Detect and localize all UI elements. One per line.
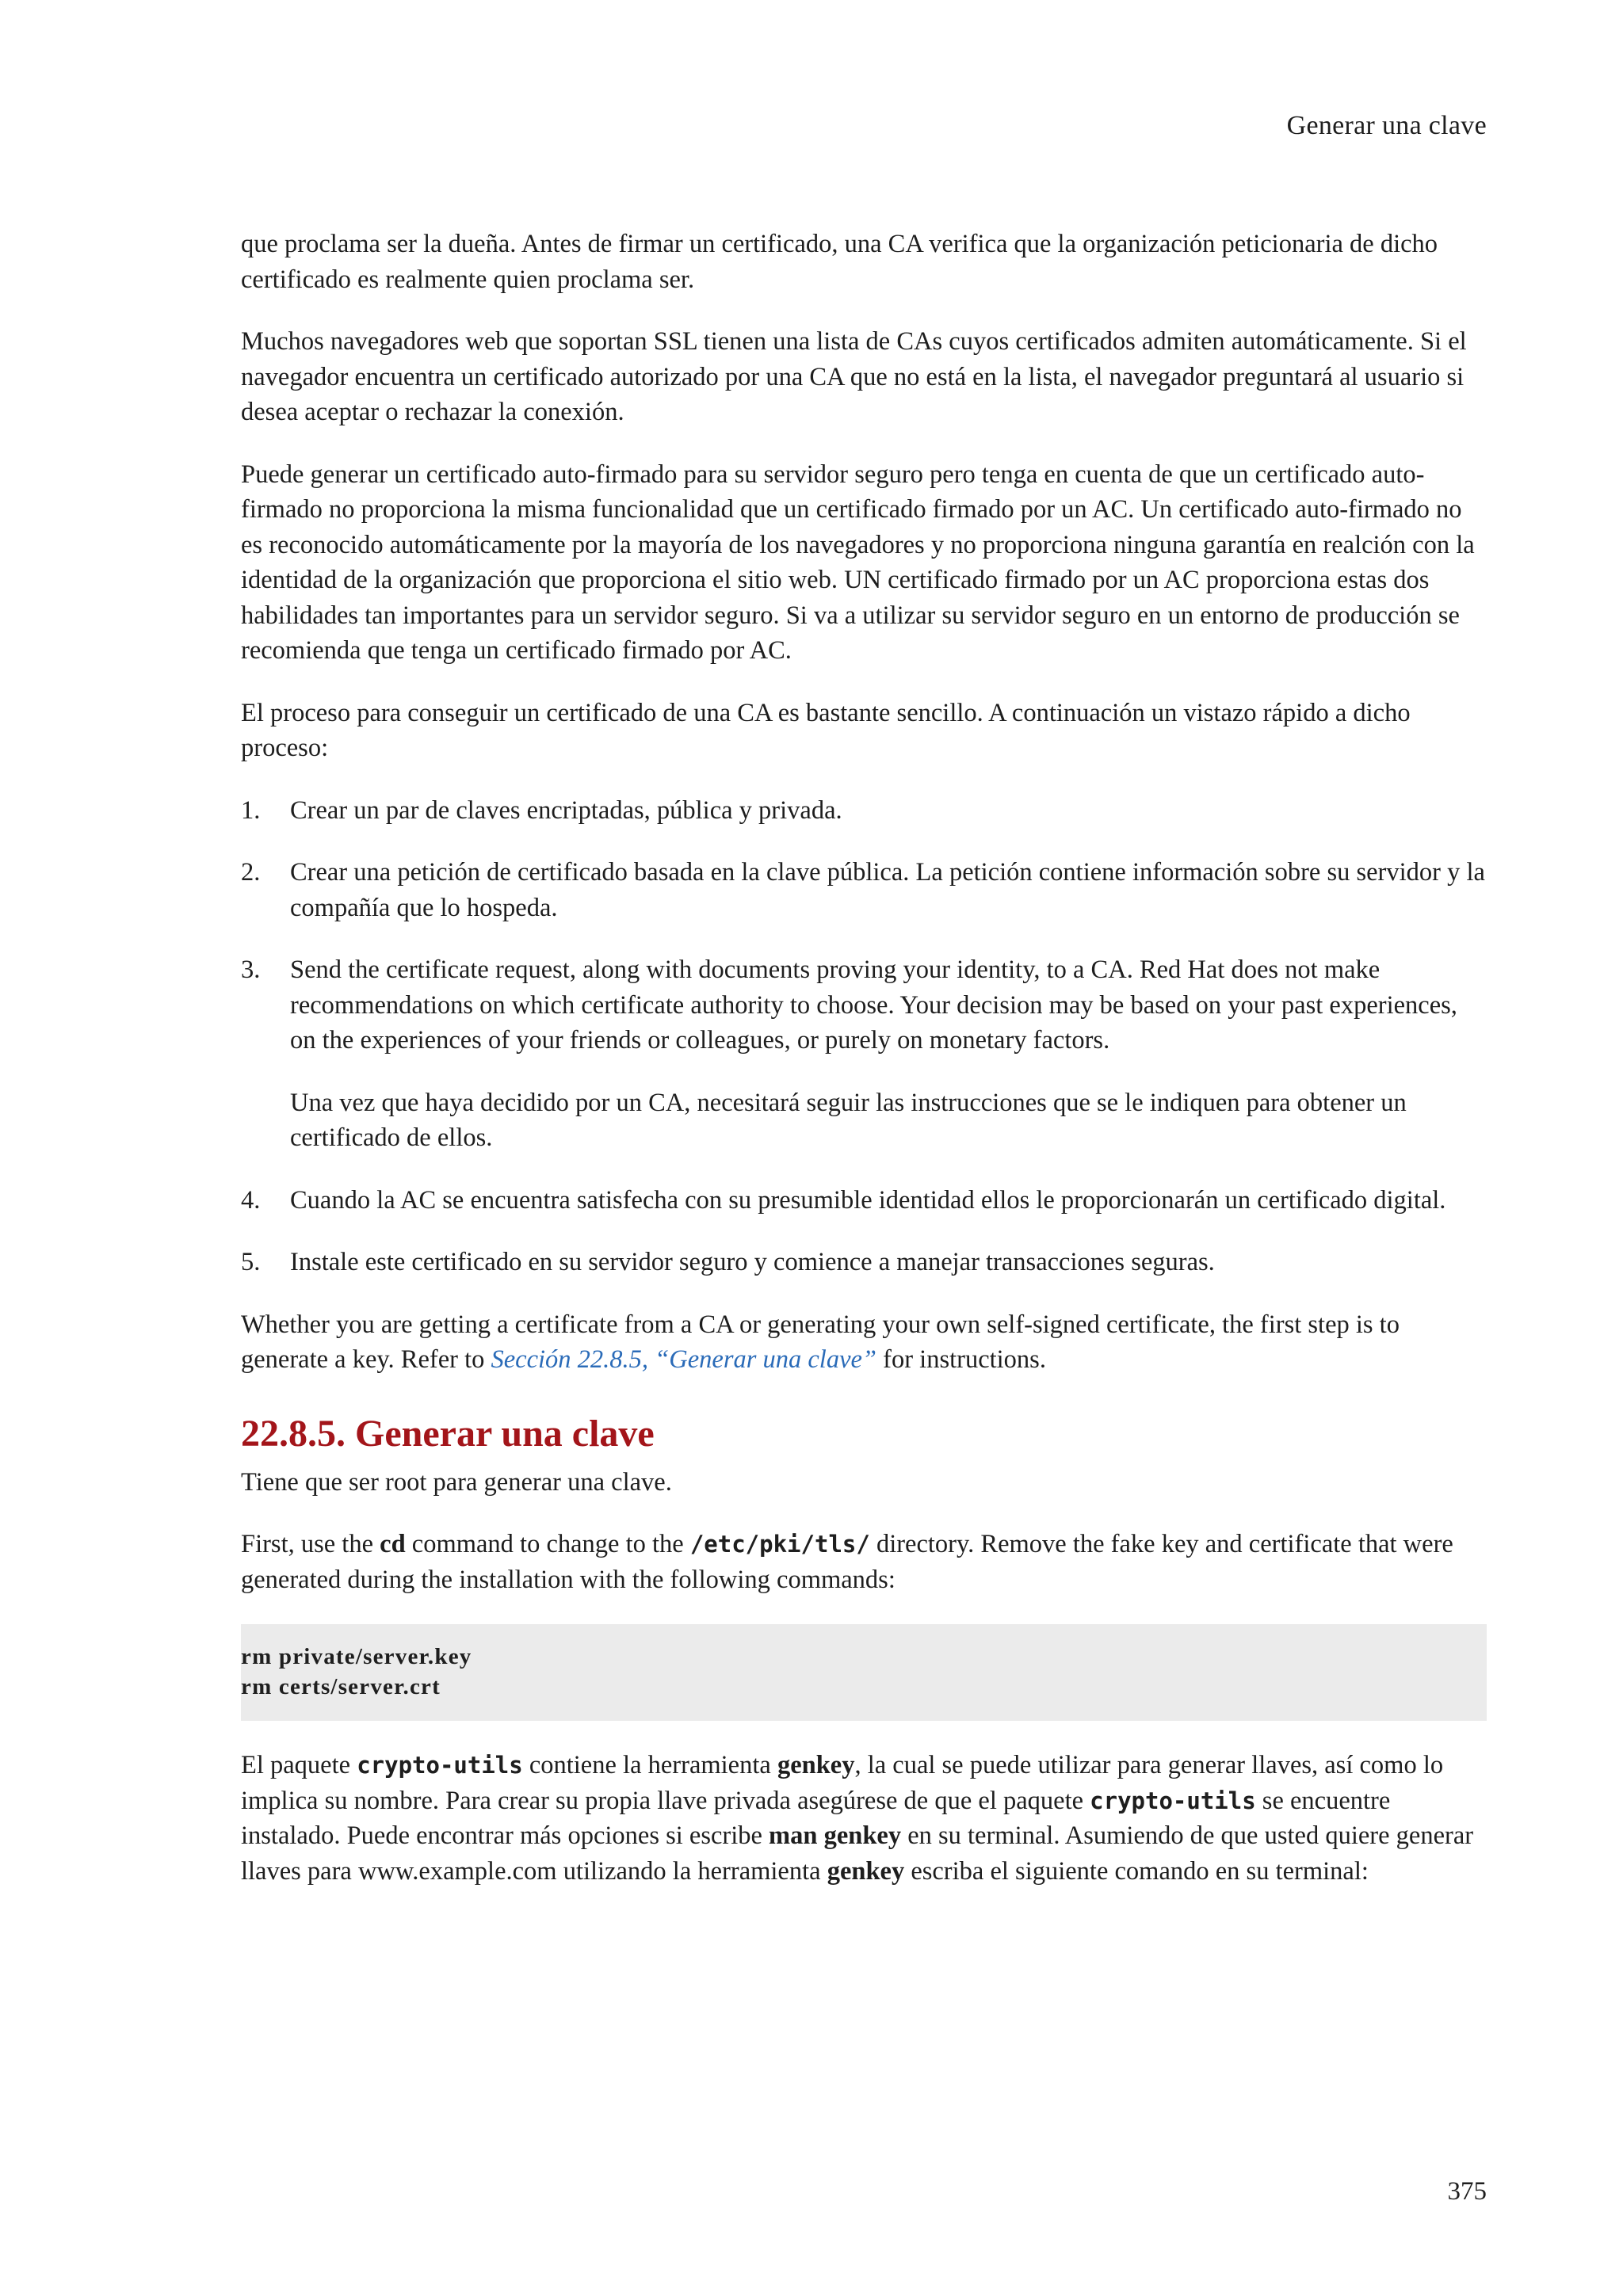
code-line: rm certs/server.crt: [241, 1674, 441, 1699]
text-run: escriba el siguiente comando en su terminal:: [904, 1856, 1369, 1886]
code-line: rm private/server.key: [241, 1644, 472, 1669]
text-run: en su terminal. Asumiendo de que usted quiere generar llaves para www.example.com utilizando la herramienta: [241, 1821, 1474, 1886]
list-item-text: Cuando la AC se encuentra satisfecha con su presumible identidad ellos le proporcionarán un certificado digital.: [290, 1185, 1446, 1215]
list-item-number: 5.: [241, 1248, 261, 1276]
list-item: [241, 793, 1487, 829]
page-content: [241, 227, 1487, 1916]
tool-name: genkey: [827, 1856, 905, 1886]
paragraph: Puede generar un certificado auto-firmado para su servidor seguro pero tenga en cuenta de que un certificado auto-firmado no proporciona la misma funcionalidad que un certificado firmado por un AC. Un certificado auto-firmado no es reconocido automáticamente por la mayoría de los navegadores y no proporciona ninguna garantía en realción con la identidad de la organización que proporciona el sitio web. UN certificado firmado por un AC proporciona estas dos habilidades tan importantes para un servidor seguro. Si va a utilizar su servidor seguro en un entorno de producción se recomienda que tenga un certificado firmado por AC.: [241, 460, 1475, 665]
paragraph: [241, 1748, 1487, 1889]
package-name: crypto-utils: [357, 1752, 523, 1779]
list-item: [241, 855, 1487, 925]
list-item-number: 2.: [241, 858, 261, 887]
paragraph: [241, 1527, 1487, 1597]
process-steps-list: [241, 793, 1487, 1280]
cross-reference-link[interactable]: Sección 22.8.5, “Generar una clave”: [491, 1345, 877, 1374]
directory-path: /etc/pki/tls/: [689, 1531, 870, 1558]
paragraph-with-link: [241, 1307, 1487, 1378]
man-command: man genkey: [769, 1821, 902, 1850]
paragraph: Tiene que ser root para generar una clave.: [241, 1467, 672, 1497]
list-item-subparagraph: Una vez que haya decidido por un CA, necesitará seguir las instrucciones que se le indiquen para obtener un certificado de ellos.: [290, 1088, 1407, 1152]
command-cd: cd: [380, 1530, 406, 1558]
paragraph: que proclama ser la dueña. Antes de firmar un certificado, una CA verifica que la organización peticionaria de dicho certificado es realmente quien proclama ser.: [241, 230, 1438, 294]
code-block: [241, 1624, 1487, 1721]
text-run: First, use the: [241, 1530, 380, 1558]
section-heading: 22.8.5. Generar una clave: [241, 1412, 655, 1455]
list-item: [241, 1245, 1487, 1280]
tool-name: genkey: [777, 1751, 855, 1779]
text-run: for instructions.: [876, 1345, 1046, 1374]
list-item-text: Instale este certificado en su servidor seguro y comience a manejar transacciones seguras.: [290, 1248, 1215, 1276]
text-run: contiene la herramienta: [522, 1751, 777, 1779]
running-header: Generar una clave: [1286, 111, 1487, 140]
list-item-number: 4.: [241, 1185, 261, 1215]
package-name: crypto-utils: [1090, 1787, 1256, 1814]
list-item-text: Send the certificate request, along with documents proving your identity, to a CA. Red Hat does not make recommendations on which certificate authority to choose. Your decision may be based on your past experiences, on the experiences of your friends or colleagues, or purely on monetary factors.: [290, 955, 1457, 1055]
text-run: , la cual se puede utilizar para generar llaves, así como lo implica su nombre. Para crear su propia llave privada asegúrese de que el paquete: [241, 1751, 1444, 1815]
list-item: [241, 952, 1487, 1156]
text-run: directory. Remove the fake key and certificate that were generated during the installation with the following commands:: [241, 1530, 1453, 1594]
list-item-text: Crear un par de claves encriptadas, pública y privada.: [290, 795, 842, 825]
text-run: command to change to the: [405, 1530, 690, 1558]
text-run: El paquete: [241, 1751, 357, 1779]
paragraph: Muchos navegadores web que soportan SSL tienen una lista de CAs cuyos certificados admiten automáticamente. Si el navegador encuentra un certificado autorizado por una CA que no está en la lista, el navegador preguntará al usuario si desea aceptar o rechazar la conexión.: [241, 327, 1467, 426]
list-item: [241, 1183, 1487, 1219]
text-run: se encuentre instalado. Puede encontrar más opciones si escribe: [241, 1786, 1391, 1850]
page-number: 375: [1447, 2177, 1487, 2206]
paragraph: El proceso para conseguir un certificado de una CA es bastante sencillo. A continuación un vistazo rápido a dicho proceso:: [241, 698, 1411, 762]
text-run: Whether you are getting a certificate from a CA or generating your own self-signed certificate, the first step is to generate a key. Refer to: [241, 1310, 1400, 1374]
list-item-text: Crear una petición de certificado basada en la clave pública. La petición contiene información sobre su servidor y la compañía que lo hospeda.: [290, 858, 1485, 922]
list-item-number: 3.: [241, 955, 261, 984]
list-item-number: 1.: [241, 795, 261, 825]
